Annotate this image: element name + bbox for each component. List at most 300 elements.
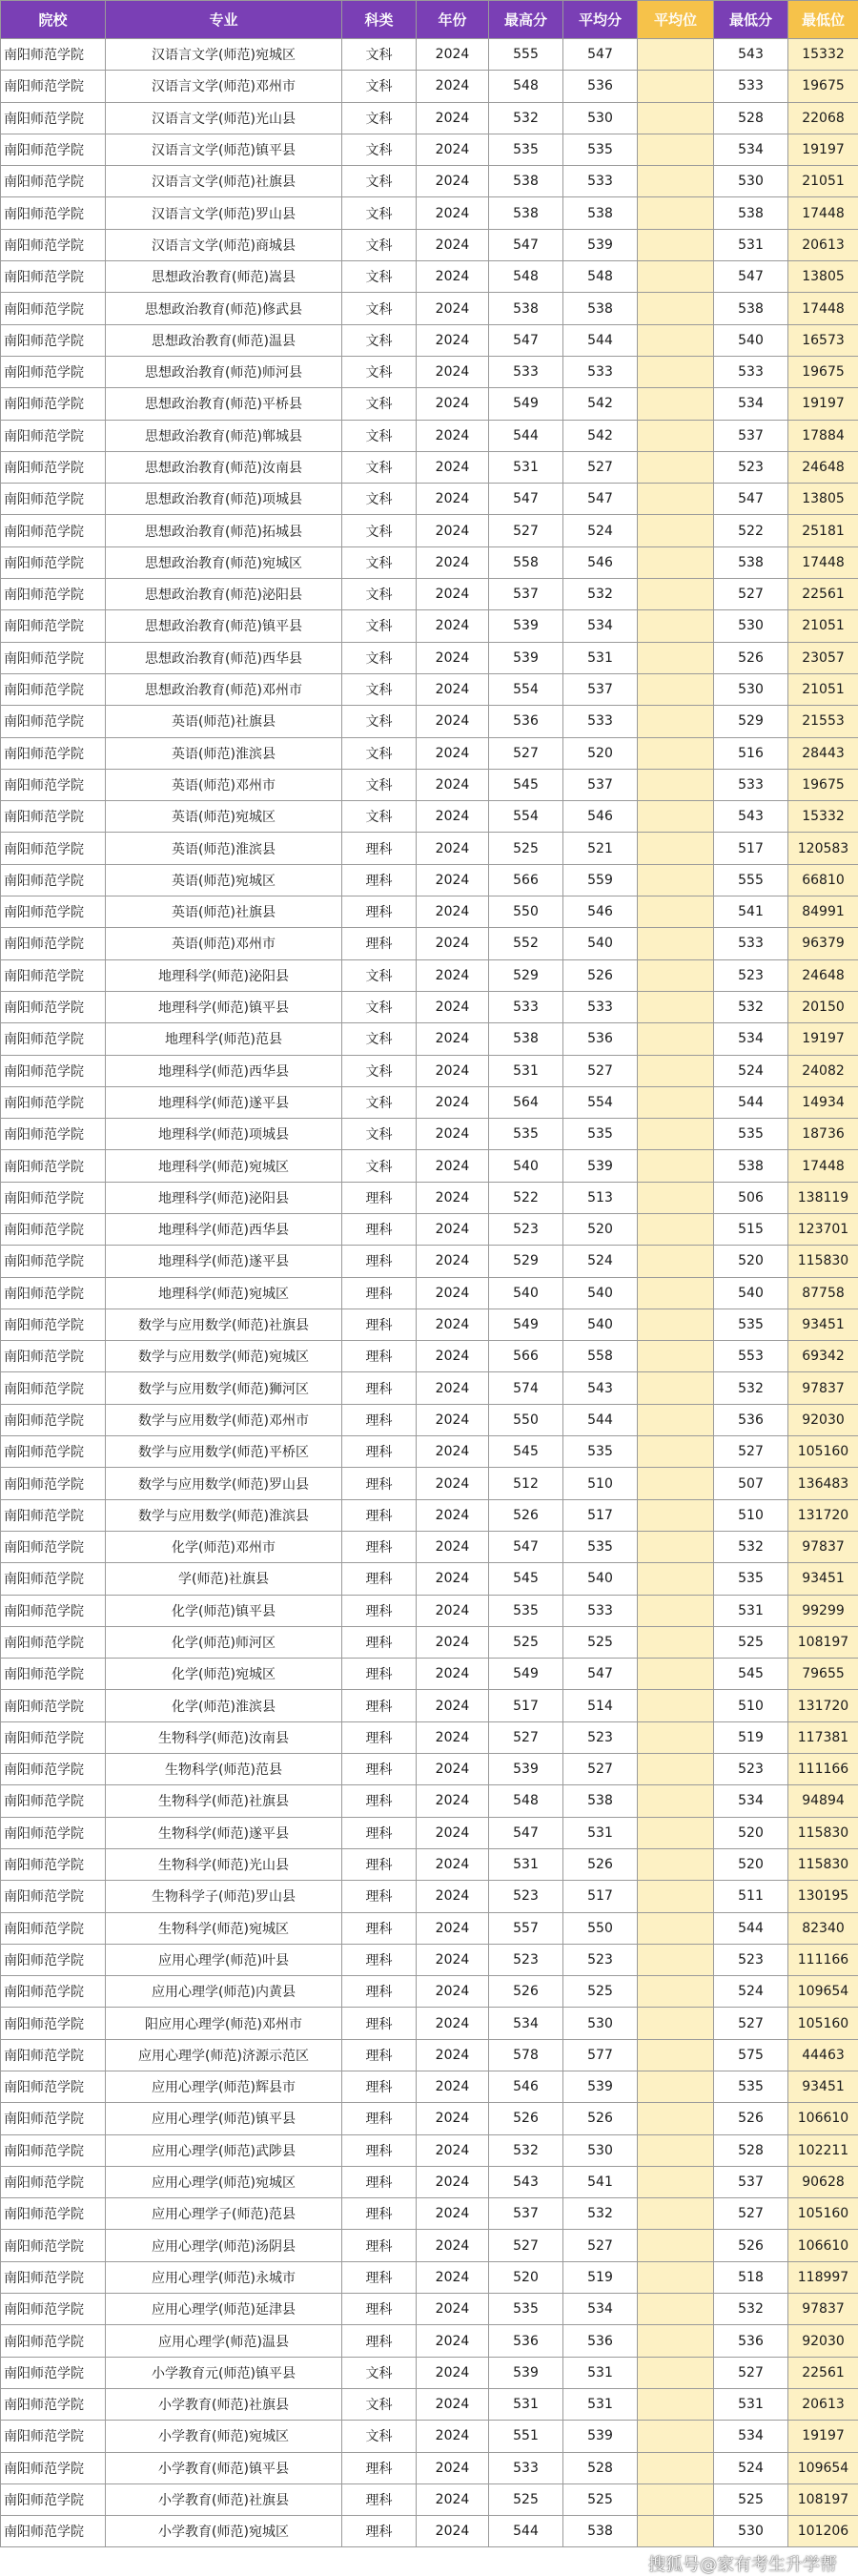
cell-school: 南阳师范学院: [1, 1912, 106, 1944]
cell-year: 2024: [417, 1341, 489, 1372]
cell-min-score: 535: [714, 1119, 788, 1150]
cell-school: 南阳师范学院: [1, 1086, 106, 1118]
cell-year: 2024: [417, 737, 489, 769]
cell-avg-score: 513: [563, 1182, 638, 1213]
cell-min-rank: 19675: [788, 71, 858, 102]
cell-category: 理科: [342, 1182, 417, 1213]
cell-year: 2024: [417, 1721, 489, 1753]
cell-major: 英语(师范)邓州市: [106, 769, 342, 800]
cell-avg-score: 559: [563, 864, 638, 896]
cell-min-score: 547: [714, 484, 788, 515]
cell-year: 2024: [417, 451, 489, 483]
cell-major: 思想政治教育(师范)郸城县: [106, 420, 342, 451]
cell-min-rank: 115830: [788, 1848, 858, 1880]
cell-major: 生物科学(师范)光山县: [106, 1848, 342, 1880]
cell-max-score: 538: [489, 166, 563, 197]
cell-avg-score: 520: [563, 1213, 638, 1245]
cell-avg-score: 517: [563, 1881, 638, 1912]
cell-avg-score: 542: [563, 420, 638, 451]
table-row: [1, 2516, 858, 2547]
cell-max-score: 545: [489, 1436, 563, 1468]
cell-max-score: 527: [489, 515, 563, 546]
cell-school: 南阳师范学院: [1, 2039, 106, 2071]
cell-max-score: 557: [489, 1912, 563, 1944]
table-row: [1, 1341, 858, 1372]
cell-school: 南阳师范学院: [1, 673, 106, 705]
cell-avg-rank: [638, 1659, 714, 1690]
cell-min-score: 535: [714, 1309, 788, 1340]
cell-max-score: 536: [489, 2325, 563, 2357]
cell-avg-rank: [638, 896, 714, 928]
header-school: 院校: [1, 1, 106, 39]
cell-major: 化学(师范)师河区: [106, 1626, 342, 1658]
cell-school: 南阳师范学院: [1, 1976, 106, 2008]
cell-year: 2024: [417, 1023, 489, 1055]
cell-min-rank: 111166: [788, 1944, 858, 1975]
header-min-rank: 最低位: [788, 1, 858, 39]
cell-category: 理科: [342, 2198, 417, 2230]
cell-year: 2024: [417, 2294, 489, 2325]
cell-school: 南阳师范学院: [1, 2198, 106, 2230]
cell-major: 应用心理学(师范)武陟县: [106, 2134, 342, 2166]
cell-school: 南阳师范学院: [1, 769, 106, 800]
cell-major: 应用心理学(师范)叶县: [106, 1944, 342, 1975]
cell-major: 地理科学(师范)遂平县: [106, 1086, 342, 1118]
cell-avg-rank: [638, 1309, 714, 1340]
cell-max-score: 539: [489, 642, 563, 673]
cell-min-rank: 97837: [788, 1531, 858, 1562]
cell-min-rank: 94894: [788, 1785, 858, 1817]
cell-major: 英语(师范)淮滨县: [106, 737, 342, 769]
cell-avg-score: 540: [563, 1309, 638, 1340]
cell-category: 文科: [342, 1055, 417, 1086]
cell-avg-rank: [638, 1944, 714, 1975]
cell-year: 2024: [417, 2421, 489, 2452]
cell-year: 2024: [417, 420, 489, 451]
cell-avg-rank: [638, 324, 714, 356]
cell-major: 英语(师范)宛城区: [106, 801, 342, 833]
cell-category: 理科: [342, 2294, 417, 2325]
cell-school: 南阳师范学院: [1, 2516, 106, 2547]
cell-min-rank: 93451: [788, 2071, 858, 2103]
cell-min-rank: 84991: [788, 896, 858, 928]
cell-max-score: 544: [489, 2516, 563, 2547]
cell-major: 思想政治教育(师范)邓州市: [106, 673, 342, 705]
cell-school: 南阳师范学院: [1, 1785, 106, 1817]
cell-year: 2024: [417, 2483, 489, 2515]
table-row: [1, 1785, 858, 1817]
cell-year: 2024: [417, 706, 489, 737]
cell-major: 小学教育(师范)宛城区: [106, 2516, 342, 2547]
table-row: [1, 1848, 858, 1880]
cell-min-score: 510: [714, 1499, 788, 1531]
cell-min-score: 555: [714, 864, 788, 896]
cell-year: 2024: [417, 2261, 489, 2293]
table-row: [1, 1023, 858, 1055]
cell-major: 思想政治教育(师范)西华县: [106, 642, 342, 673]
cell-min-score: 526: [714, 2230, 788, 2261]
cell-avg-rank: [638, 1626, 714, 1658]
cell-year: 2024: [417, 515, 489, 546]
cell-category: 理科: [342, 1626, 417, 1658]
watermark-text: 搜狐号@家有考生升学帮: [648, 2555, 837, 2575]
cell-max-score: 517: [489, 1690, 563, 1721]
cell-major: 思想政治教育(师范)拓城县: [106, 515, 342, 546]
cell-min-score: 536: [714, 1404, 788, 1435]
cell-school: 南阳师范学院: [1, 1690, 106, 1721]
cell-year: 2024: [417, 991, 489, 1022]
table-row: [1, 2071, 858, 2103]
cell-min-rank: 105160: [788, 2198, 858, 2230]
cell-school: 南阳师范学院: [1, 71, 106, 102]
cell-min-score: 532: [714, 2294, 788, 2325]
cell-year: 2024: [417, 1563, 489, 1595]
cell-major: 汉语言文学(师范)社旗县: [106, 166, 342, 197]
cell-min-rank: 93451: [788, 1309, 858, 1340]
cell-avg-rank: [638, 2103, 714, 2134]
cell-min-rank: 120583: [788, 833, 858, 864]
cell-major: 小学教育(师范)社旗县: [106, 2388, 342, 2420]
cell-school: 南阳师范学院: [1, 1499, 106, 1531]
cell-year: 2024: [417, 356, 489, 387]
cell-min-rank: 19675: [788, 356, 858, 387]
cell-category: 理科: [342, 1246, 417, 1277]
cell-school: 南阳师范学院: [1, 229, 106, 260]
cell-avg-rank: [638, 388, 714, 420]
cell-school: 南阳师范学院: [1, 1119, 106, 1150]
cell-avg-rank: [638, 1213, 714, 1245]
cell-year: 2024: [417, 1785, 489, 1817]
cell-avg-rank: [638, 293, 714, 324]
cell-min-score: 523: [714, 451, 788, 483]
cell-max-score: 554: [489, 673, 563, 705]
cell-min-rank: 66810: [788, 864, 858, 896]
cell-avg-score: 535: [563, 1531, 638, 1562]
table-row: [1, 2039, 858, 2071]
table-row: [1, 324, 858, 356]
cell-major: 小学教育(师范)镇平县: [106, 2452, 342, 2483]
cell-year: 2024: [417, 769, 489, 800]
cell-year: 2024: [417, 1976, 489, 2008]
table-row: [1, 1531, 858, 1562]
cell-category: 文科: [342, 579, 417, 610]
cell-major: 应用心理学(师范)汤阴县: [106, 2230, 342, 2261]
cell-min-score: 530: [714, 2516, 788, 2547]
cell-avg-score: 538: [563, 293, 638, 324]
cell-category: 理科: [342, 1468, 417, 1499]
cell-avg-score: 536: [563, 1023, 638, 1055]
cell-min-rank: 16573: [788, 324, 858, 356]
cell-min-score: 540: [714, 1277, 788, 1309]
table-body: [1, 39, 858, 2547]
cell-max-score: 522: [489, 1182, 563, 1213]
table-row: [1, 1499, 858, 1531]
cell-major: 阳应用心理学(师范)邓州市: [106, 2008, 342, 2039]
cell-min-score: 511: [714, 1881, 788, 1912]
cell-major: 英语(师范)邓州市: [106, 928, 342, 959]
cell-avg-rank: [638, 1023, 714, 1055]
table-row: [1, 706, 858, 737]
table-row: [1, 1976, 858, 2008]
cell-min-rank: 105160: [788, 1436, 858, 1468]
cell-category: 理科: [342, 1309, 417, 1340]
cell-min-score: 526: [714, 2103, 788, 2134]
cell-major: 数学与应用数学(师范)邓州市: [106, 1404, 342, 1435]
cell-avg-score: 520: [563, 737, 638, 769]
cell-category: 理科: [342, 1436, 417, 1468]
cell-school: 南阳师范学院: [1, 324, 106, 356]
cell-min-rank: 22561: [788, 579, 858, 610]
cell-school: 南阳师范学院: [1, 610, 106, 642]
cell-avg-rank: [638, 1499, 714, 1531]
cell-school: 南阳师范学院: [1, 1944, 106, 1975]
cell-year: 2024: [417, 1055, 489, 1086]
cell-major: 地理科学(师范)宛城区: [106, 1277, 342, 1309]
cell-category: 文科: [342, 229, 417, 260]
cell-min-rank: 138119: [788, 1182, 858, 1213]
table-row: [1, 71, 858, 102]
cell-school: 南阳师范学院: [1, 102, 106, 134]
cell-major: 汉语言文学(师范)光山县: [106, 102, 342, 134]
cell-year: 2024: [417, 388, 489, 420]
cell-min-score: 547: [714, 261, 788, 293]
cell-school: 南阳师范学院: [1, 1023, 106, 1055]
cell-min-rank: 115830: [788, 1817, 858, 1848]
table-row: [1, 2421, 858, 2452]
cell-year: 2024: [417, 1944, 489, 1975]
cell-avg-rank: [638, 1436, 714, 1468]
cell-major: 地理科学(师范)泌阳县: [106, 1182, 342, 1213]
cell-min-score: 516: [714, 737, 788, 769]
cell-major: 地理科学(师范)西华县: [106, 1055, 342, 1086]
cell-min-rank: 13805: [788, 261, 858, 293]
cell-min-rank: 109654: [788, 1976, 858, 2008]
cell-year: 2024: [417, 2198, 489, 2230]
cell-max-score: 538: [489, 1023, 563, 1055]
cell-school: 南阳师范学院: [1, 1595, 106, 1626]
table-row: [1, 1468, 858, 1499]
cell-avg-rank: [638, 2198, 714, 2230]
cell-min-rank: 20613: [788, 2388, 858, 2420]
cell-major: 英语(师范)淮滨县: [106, 833, 342, 864]
cell-avg-rank: [638, 515, 714, 546]
cell-min-score: 527: [714, 1436, 788, 1468]
cell-min-rank: 19197: [788, 388, 858, 420]
cell-avg-score: 535: [563, 1119, 638, 1150]
cell-school: 南阳师范学院: [1, 1150, 106, 1182]
cell-school: 南阳师范学院: [1, 579, 106, 610]
cell-category: 理科: [342, 833, 417, 864]
cell-year: 2024: [417, 39, 489, 71]
cell-major: 汉语言文学(师范)镇平县: [106, 134, 342, 165]
cell-min-rank: 115830: [788, 1246, 858, 1277]
cell-avg-rank: [638, 673, 714, 705]
cell-min-score: 532: [714, 1372, 788, 1404]
cell-avg-score: 540: [563, 1277, 638, 1309]
cell-avg-rank: [638, 928, 714, 959]
cell-min-score: 527: [714, 2357, 788, 2388]
cell-max-score: 558: [489, 546, 563, 578]
cell-avg-score: 541: [563, 2166, 638, 2197]
cell-min-rank: 17448: [788, 1150, 858, 1182]
cell-school: 南阳师范学院: [1, 2294, 106, 2325]
cell-min-rank: 17448: [788, 546, 858, 578]
cell-min-score: 527: [714, 2008, 788, 2039]
cell-min-rank: 96379: [788, 928, 858, 959]
table-row: [1, 102, 858, 134]
cell-school: 南阳师范学院: [1, 864, 106, 896]
cell-min-rank: 136483: [788, 1468, 858, 1499]
cell-major: 应用心理学(师范)永城市: [106, 2261, 342, 2293]
cell-year: 2024: [417, 579, 489, 610]
table-row: [1, 293, 858, 324]
cell-year: 2024: [417, 1881, 489, 1912]
cell-min-rank: 44463: [788, 2039, 858, 2071]
cell-year: 2024: [417, 2008, 489, 2039]
cell-min-rank: 90628: [788, 2166, 858, 2197]
cell-avg-rank: [638, 1976, 714, 2008]
cell-category: 理科: [342, 1944, 417, 1975]
cell-avg-rank: [638, 2452, 714, 2483]
cell-school: 南阳师范学院: [1, 1341, 106, 1372]
cell-min-rank: 19197: [788, 1023, 858, 1055]
cell-avg-score: 533: [563, 166, 638, 197]
cell-year: 2024: [417, 261, 489, 293]
cell-max-score: 535: [489, 1595, 563, 1626]
cell-category: 理科: [342, 864, 417, 896]
cell-category: 文科: [342, 324, 417, 356]
cell-major: 地理科学(师范)范县: [106, 1023, 342, 1055]
cell-min-score: 532: [714, 1531, 788, 1562]
cell-major: 化学(师范)淮滨县: [106, 1690, 342, 1721]
cell-min-rank: 14934: [788, 1086, 858, 1118]
cell-min-rank: 25181: [788, 515, 858, 546]
cell-school: 南阳师范学院: [1, 959, 106, 991]
cell-year: 2024: [417, 293, 489, 324]
cell-min-rank: 21051: [788, 673, 858, 705]
cell-avg-score: 577: [563, 2039, 638, 2071]
cell-year: 2024: [417, 2516, 489, 2547]
cell-min-score: 543: [714, 801, 788, 833]
cell-avg-rank: [638, 1595, 714, 1626]
cell-min-score: 534: [714, 388, 788, 420]
cell-avg-rank: [638, 134, 714, 165]
cell-avg-rank: [638, 1246, 714, 1277]
cell-max-score: 537: [489, 2198, 563, 2230]
cell-major: 化学(师范)镇平县: [106, 1595, 342, 1626]
cell-min-score: 523: [714, 1754, 788, 1785]
cell-year: 2024: [417, 1277, 489, 1309]
cell-avg-rank: [638, 769, 714, 800]
table-row: [1, 39, 858, 71]
cell-min-rank: 82340: [788, 1912, 858, 1944]
cell-year: 2024: [417, 1119, 489, 1150]
cell-school: 南阳师范学院: [1, 1309, 106, 1340]
cell-min-score: 523: [714, 959, 788, 991]
cell-year: 2024: [417, 2388, 489, 2420]
cell-school: 南阳师范学院: [1, 1721, 106, 1753]
cell-max-score: 551: [489, 2421, 563, 2452]
cell-min-score: 534: [714, 1785, 788, 1817]
cell-year: 2024: [417, 484, 489, 515]
table-row: [1, 1690, 858, 1721]
cell-min-rank: 15332: [788, 39, 858, 71]
cell-max-score: 547: [489, 229, 563, 260]
cell-avg-rank: [638, 2008, 714, 2039]
table-row: [1, 261, 858, 293]
cell-min-rank: 111166: [788, 1754, 858, 1785]
cell-major: 小学教育(师范)宛城区: [106, 2421, 342, 2452]
cell-school: 南阳师范学院: [1, 2230, 106, 2261]
cell-category: 文科: [342, 261, 417, 293]
cell-min-rank: 21553: [788, 706, 858, 737]
cell-avg-score: 546: [563, 801, 638, 833]
cell-avg-rank: [638, 1817, 714, 1848]
cell-avg-score: 524: [563, 1246, 638, 1277]
cell-avg-rank: [638, 1690, 714, 1721]
cell-category: 文科: [342, 2388, 417, 2420]
cell-category: 文科: [342, 515, 417, 546]
cell-avg-score: 532: [563, 579, 638, 610]
cell-max-score: 525: [489, 2483, 563, 2515]
cell-category: 理科: [342, 2230, 417, 2261]
cell-avg-score: 547: [563, 1659, 638, 1690]
cell-year: 2024: [417, 71, 489, 102]
cell-max-score: 533: [489, 356, 563, 387]
cell-year: 2024: [417, 928, 489, 959]
cell-avg-score: 510: [563, 1468, 638, 1499]
cell-max-score: 529: [489, 1246, 563, 1277]
cell-avg-score: 558: [563, 1341, 638, 1372]
cell-min-rank: 18736: [788, 1119, 858, 1150]
table-row: [1, 2452, 858, 2483]
cell-min-score: 510: [714, 1690, 788, 1721]
table-row: [1, 134, 858, 165]
cell-avg-rank: [638, 2039, 714, 2071]
cell-avg-rank: [638, 166, 714, 197]
cell-avg-score: 533: [563, 356, 638, 387]
table-row: [1, 1912, 858, 1944]
cell-max-score: 544: [489, 420, 563, 451]
cell-min-score: 530: [714, 610, 788, 642]
table-row: [1, 1372, 858, 1404]
cell-max-score: 574: [489, 1372, 563, 1404]
cell-avg-rank: [638, 1372, 714, 1404]
cell-major: 英语(师范)宛城区: [106, 864, 342, 896]
cell-school: 南阳师范学院: [1, 1563, 106, 1595]
cell-avg-score: 526: [563, 2103, 638, 2134]
cell-avg-score: 536: [563, 71, 638, 102]
cell-max-score: 566: [489, 1341, 563, 1372]
cell-min-score: 531: [714, 2388, 788, 2420]
table-row: [1, 1246, 858, 1277]
cell-year: 2024: [417, 134, 489, 165]
cell-year: 2024: [417, 642, 489, 673]
cell-category: 文科: [342, 737, 417, 769]
cell-min-score: 506: [714, 1182, 788, 1213]
cell-max-score: 535: [489, 1119, 563, 1150]
cell-major: 汉语言文学(师范)邓州市: [106, 71, 342, 102]
cell-school: 南阳师范学院: [1, 420, 106, 451]
cell-min-score: 538: [714, 293, 788, 324]
cell-max-score: 523: [489, 1213, 563, 1245]
cell-school: 南阳师范学院: [1, 515, 106, 546]
header-avg-score: 平均分: [563, 1, 638, 39]
cell-avg-rank: [638, 197, 714, 229]
cell-category: 文科: [342, 769, 417, 800]
table-row: [1, 2230, 858, 2261]
cell-year: 2024: [417, 166, 489, 197]
